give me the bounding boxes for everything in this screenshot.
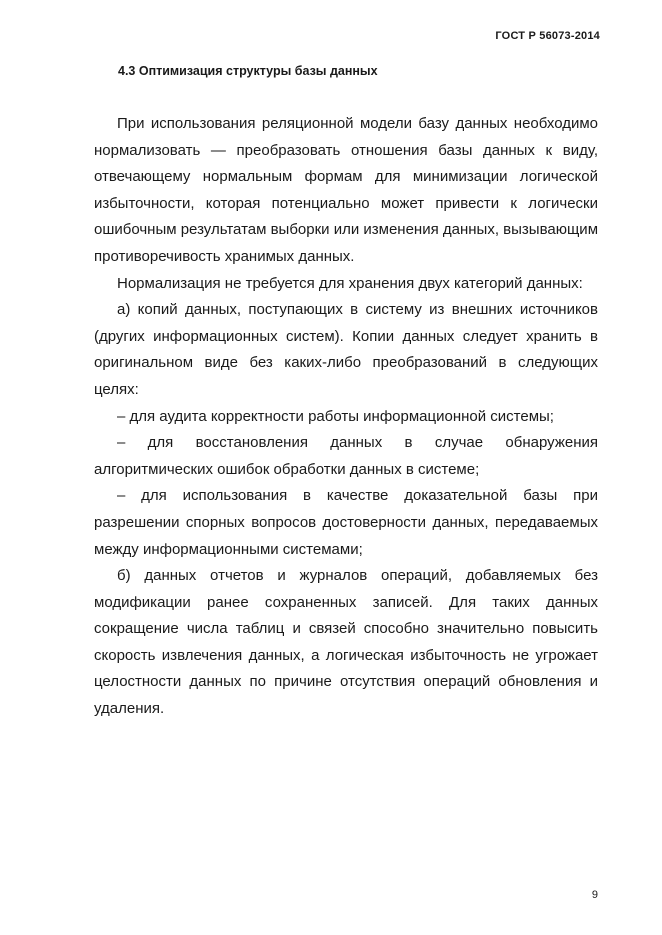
body-text [94, 111, 598, 723]
list-subitem-audit: – для аудита корректности работы информационной системы; [117, 407, 554, 425]
page-number: 9 [591, 889, 598, 901]
list-subitem-recovery: – для восстановления данных в случае обнаружения алгоритмических ошибок обработки данных в системе; [94, 434, 598, 478]
list-item-b: б) данных отчетов и журналов операций, добавляемых без модификации ранее сохраненных записей. Для таких данных сокращение числа таблиц и связей способно значительно повысить скорость извлечения данных, а логическая избыточность не угрожает целостности данных по причине отсутствия операций обновления и удаления. [94, 567, 598, 718]
standard-header: ГОСТ Р 56073-2014 [495, 30, 600, 42]
list-item-a: а) копий данных, поступающих в систему из внешних источников (других информационных систем). Копии данных следует хранить в оригинальном виде без каких-либо преобразований в следующих целях: [94, 301, 598, 398]
list-subitem-evidence: – для использования в качестве доказательной базы при разрешении спорных вопросов достоверности данных, передаваемых между информационными системами; [94, 487, 598, 558]
paragraph-exceptions-intro: Нормализация не требуется для хранения двух категорий данных: [117, 274, 583, 292]
paragraph-normalization-intro: При использования реляционной модели базу данных необходимо нормализовать — преобразовать отношения базы данных к виду, отвечающему нормальным формам для минимизации логической избыточности, которая потенциально может привести к логически ошибочным результатам выборки или изменения данных, вызывающим противоречивость хранимых данных. [94, 115, 599, 265]
section-title: 4.3 Оптимизация структуры базы данных [118, 64, 378, 78]
